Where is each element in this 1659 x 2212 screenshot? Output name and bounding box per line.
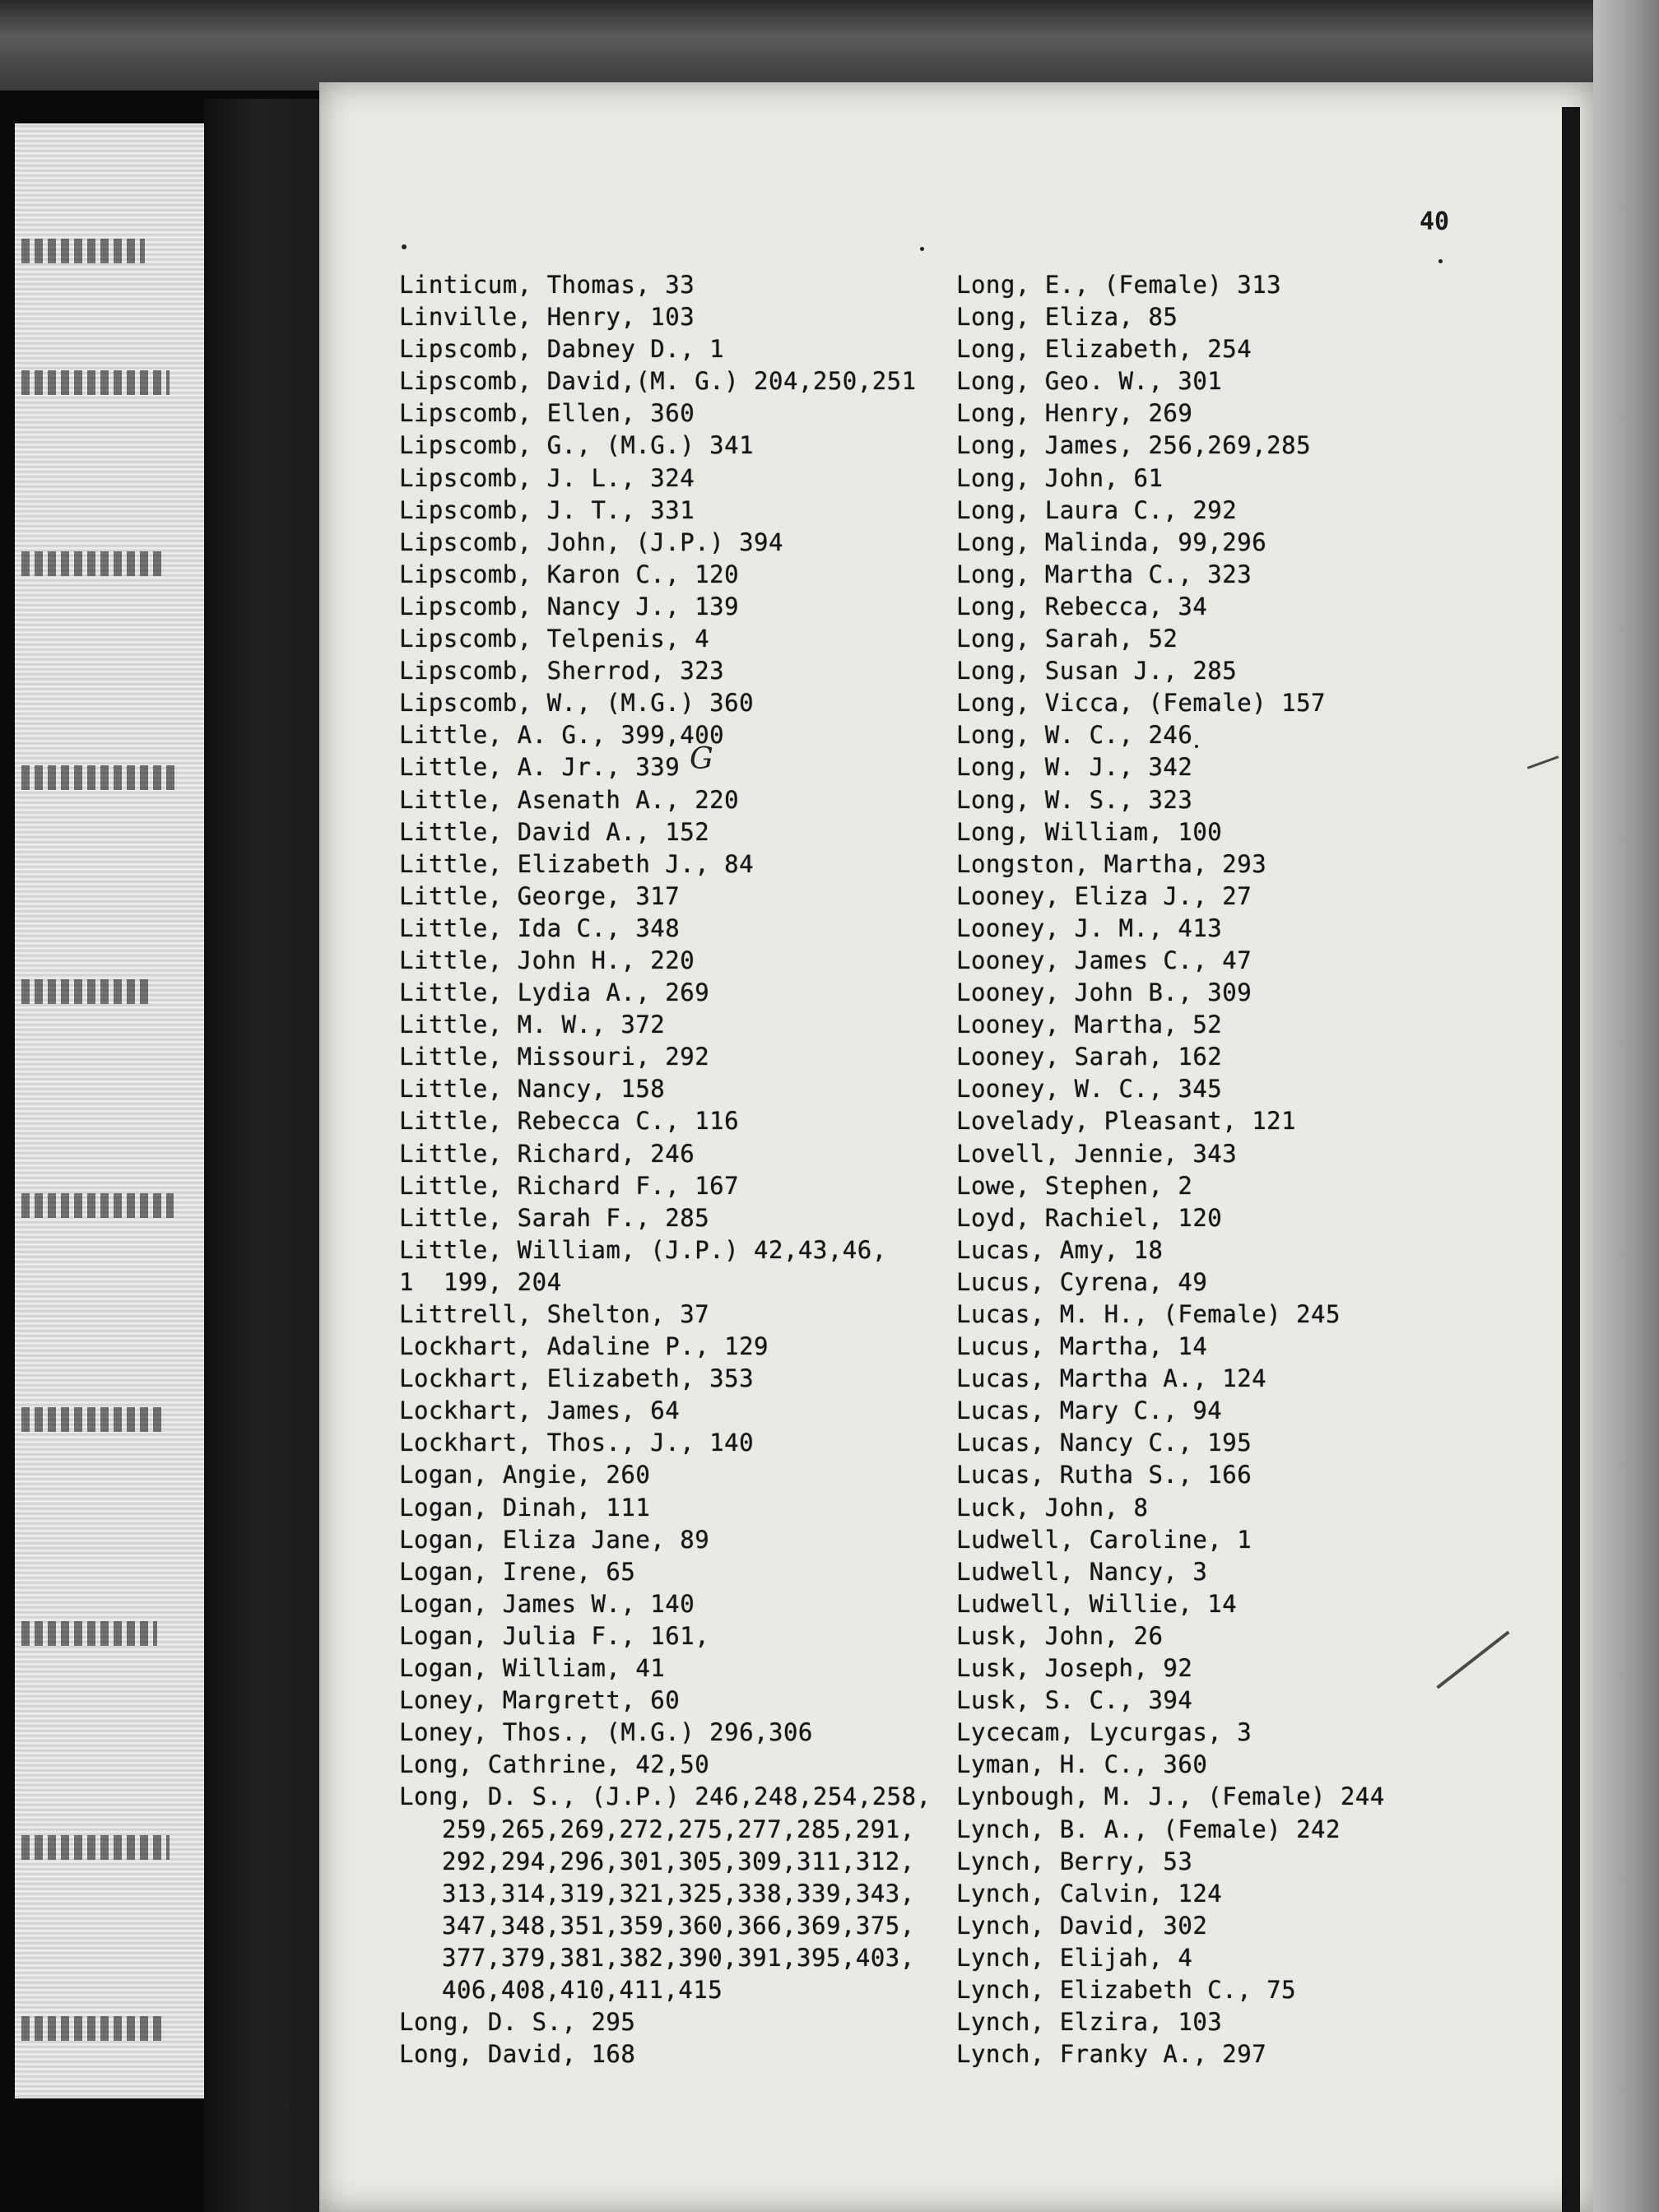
index-entry: Logan, Angie, 260 xyxy=(399,1461,651,1489)
index-entry: Lockhart, Adaline P., 129 xyxy=(399,1332,769,1361)
index-entry: Luck, John, 8 xyxy=(956,1493,1149,1522)
index-entry: Long, Malinda, 99,296 xyxy=(956,527,1267,556)
index-entry: Lipscomb, Sherrod, 323 xyxy=(399,657,725,685)
index-entry: Lynch, Calvin, 124 xyxy=(956,1879,1223,1908)
index-entry: Lockhart, James, 64 xyxy=(399,1396,681,1425)
index-entry: Long, Vicca, (Female) 157 xyxy=(956,689,1326,718)
index-entry: Logan, William, 41 xyxy=(399,1654,666,1683)
index-entry: Logan, Dinah, 111 xyxy=(399,1493,651,1522)
index-entry: Looney, Martha, 52 xyxy=(956,1011,1223,1039)
index-entry: Lucas, Amy, 18 xyxy=(956,1235,1164,1264)
index-entry: Lipscomb, Karon C., 120 xyxy=(399,560,740,588)
index-entry: Lucus, Cyrena, 49 xyxy=(956,1267,1208,1296)
index-entry: Lynch, Franky A., 297 xyxy=(956,2040,1267,2069)
index-entry: Long, Cathrine, 42,50 xyxy=(399,1750,710,1779)
index-entry: Little, David A., 152 xyxy=(399,817,710,846)
index-entry: Ludwell, Caroline, 1 xyxy=(956,1525,1252,1554)
index-entry: Lusk, John, 26 xyxy=(956,1621,1164,1650)
index-entry: Long, Geo. W., 301 xyxy=(956,367,1223,396)
scan-top-border xyxy=(0,0,1659,91)
index-entry: Long, Elizabeth, 254 xyxy=(956,335,1252,364)
scan-right-border xyxy=(1593,0,1659,2212)
index-entry: Long, Henry, 269 xyxy=(956,399,1193,428)
index-entry: Lowe, Stephen, 2 xyxy=(956,1171,1193,1200)
index-entry: Linville, Henry, 103 xyxy=(399,303,695,332)
index-entry: Little, George, 317 xyxy=(399,881,681,910)
index-entry: Long, W. S., 323 xyxy=(956,785,1193,814)
index-entry: Littrell, Shelton, 37 xyxy=(399,1300,710,1328)
index-entry: 406,408,410,411,415 xyxy=(442,1975,723,2004)
index-entry: Long, D. S., (J.P.) 246,248,254,258, xyxy=(399,1782,932,1811)
index-entry: 377,379,381,382,390,391,395,403, xyxy=(442,1943,915,1972)
index-entry: Longston, Martha, 293 xyxy=(956,849,1267,878)
index-entry: Long, W. C., 246 xyxy=(956,721,1193,750)
index-entry: Lynch, Berry, 53 xyxy=(956,1847,1193,1875)
index-entry: Ludwell, Nancy, 3 xyxy=(956,1557,1208,1586)
ink-speck xyxy=(402,244,407,249)
index-entry: Little, Ida C., 348 xyxy=(399,913,681,942)
previous-page-edge xyxy=(15,123,204,2098)
index-entry: Lynch, Elijah, 4 xyxy=(956,1943,1193,1972)
index-entry: Loyd, Rachiel, 120 xyxy=(956,1203,1223,1232)
index-entry: Long, Eliza, 85 xyxy=(956,303,1178,332)
index-entry: Little, Asenath A., 220 xyxy=(399,785,740,814)
handwritten-annotation: G xyxy=(690,742,713,776)
index-entry: Lynch, B. A., (Female) 242 xyxy=(956,1815,1341,1843)
ink-speck xyxy=(1438,259,1443,263)
index-entry: Linticum, Thomas, 33 xyxy=(399,271,695,299)
index-entry: Lipscomb, Dabney D., 1 xyxy=(399,335,725,364)
index-entry: 292,294,296,301,305,309,311,312, xyxy=(442,1847,915,1875)
index-entry: Long, Laura C., 292 xyxy=(956,495,1238,524)
index-entry: Logan, Julia F., 161, xyxy=(399,1621,710,1650)
index-entry: Little, Lydia A., 269 xyxy=(399,978,710,1007)
page-number: 40 xyxy=(1420,207,1450,236)
index-entry: Lyman, H. C., 360 xyxy=(956,1750,1208,1779)
index-entry: Long, W. J., 342 xyxy=(956,753,1193,782)
index-entry: Lynch, Elzira, 103 xyxy=(956,2008,1223,2037)
index-entry: Little, William, (J.P.) 42,43,46, xyxy=(399,1235,887,1264)
index-entry: Little, A. G., 399,400 xyxy=(399,721,725,750)
index-entry: Lipscomb, John, (J.P.) 394 xyxy=(399,527,783,556)
index-entry: Lockhart, Thos., J., 140 xyxy=(399,1429,755,1457)
index-entry: Looney, John B., 309 xyxy=(956,978,1252,1007)
index-entry: Long, Sarah, 52 xyxy=(956,625,1178,653)
index-entry: Lipscomb, J. L., 324 xyxy=(399,463,695,492)
index-entry: Lucus, Martha, 14 xyxy=(956,1332,1208,1361)
index-entry: Lynch, David, 302 xyxy=(956,1911,1208,1940)
index-entry: Long, E., (Female) 313 xyxy=(956,271,1282,299)
index-entry: Lycecam, Lycurgas, 3 xyxy=(956,1718,1252,1747)
index-entry: Little, Richard F., 167 xyxy=(399,1171,740,1200)
index-entry: Little, Sarah F., 285 xyxy=(399,1203,710,1232)
right-index-column xyxy=(956,269,1385,2070)
index-entry: Lovell, Jennie, 343 xyxy=(956,1139,1238,1168)
index-entry: Lucas, Rutha S., 166 xyxy=(956,1461,1252,1489)
index-entry: Long, Rebecca, 34 xyxy=(956,592,1208,620)
index-entry: Logan, James W., 140 xyxy=(399,1589,695,1618)
index-entry: Little, Richard, 246 xyxy=(399,1139,695,1168)
index-entry: Lipscomb, G., (M.G.) 341 xyxy=(399,431,755,460)
index-entry: 313,314,319,321,325,338,339,343, xyxy=(442,1879,915,1908)
index-entry: Lipscomb, Nancy J., 139 xyxy=(399,592,740,620)
index-entry: Loney, Thos., (M.G.) 296,306 xyxy=(399,1718,813,1747)
index-entry: Lovelady, Pleasant, 121 xyxy=(956,1107,1297,1136)
index-entry: Logan, Eliza Jane, 89 xyxy=(399,1525,710,1554)
page-right-edge xyxy=(1562,107,1580,2212)
index-entry: Lipscomb, J. T., 331 xyxy=(399,495,695,524)
index-entry: Lipscomb, W., (M.G.) 360 xyxy=(399,689,755,718)
ink-speck xyxy=(1195,745,1198,748)
index-entry: Lipscomb, David,(M. G.) 204,250,251 xyxy=(399,367,917,396)
index-entry: Long, John, 61 xyxy=(956,463,1164,492)
index-entry: Lynch, Elizabeth C., 75 xyxy=(956,1975,1297,2004)
index-entry: Looney, Sarah, 162 xyxy=(956,1043,1223,1071)
index-entry: Lipscomb, Telpenis, 4 xyxy=(399,625,710,653)
index-entry: Little, A. Jr., 339 xyxy=(399,753,681,782)
index-entry: Looney, J. M., 413 xyxy=(956,913,1223,942)
index-entry: Long, David, 168 xyxy=(399,2040,636,2069)
index-entry: Little, Elizabeth J., 84 xyxy=(399,849,755,878)
index-entry: Logan, Irene, 65 xyxy=(399,1557,636,1586)
index-entry: Lusk, S. C., 394 xyxy=(956,1686,1193,1715)
index-entry: Ludwell, Willie, 14 xyxy=(956,1589,1238,1618)
index-entry: Lusk, Joseph, 92 xyxy=(956,1654,1193,1683)
index-entry: Long, James, 256,269,285 xyxy=(956,431,1312,460)
book-gutter xyxy=(204,99,319,2212)
index-entry: Little, Rebecca C., 116 xyxy=(399,1107,740,1136)
ink-speck xyxy=(920,247,924,251)
index-entry: Long, Martha C., 323 xyxy=(956,560,1252,588)
index-entry: Lucas, Mary C., 94 xyxy=(956,1396,1223,1425)
index-entry: Looney, W. C., 345 xyxy=(956,1075,1223,1104)
index-entry: Loney, Margrett, 60 xyxy=(399,1686,681,1715)
index-entry: Little, Nancy, 158 xyxy=(399,1075,666,1104)
index-entry: Lucas, Martha A., 124 xyxy=(956,1364,1267,1393)
index-entry: Little, Missouri, 292 xyxy=(399,1043,710,1071)
index-entry: 1 199, 204 xyxy=(399,1267,562,1296)
index-entry: 347,348,351,359,360,366,369,375, xyxy=(442,1911,915,1940)
index-entry: Long, D. S., 295 xyxy=(399,2008,636,2037)
left-index-column xyxy=(399,269,932,2070)
ink-speck xyxy=(284,2103,289,2107)
index-entry: Looney, James C., 47 xyxy=(956,946,1252,974)
index-entry: Lockhart, Elizabeth, 353 xyxy=(399,1364,755,1393)
index-entry: Lipscomb, Ellen, 360 xyxy=(399,399,695,428)
index-entry: Little, M. W., 372 xyxy=(399,1011,666,1039)
index-entry: Lucas, Nancy C., 195 xyxy=(956,1429,1252,1457)
index-entry: Lynbough, M. J., (Female) 244 xyxy=(956,1782,1385,1811)
index-entry: 259,265,269,272,275,277,285,291, xyxy=(442,1815,915,1843)
index-entry: Looney, Eliza J., 27 xyxy=(956,881,1252,910)
index-entry: Long, Susan J., 285 xyxy=(956,657,1238,685)
index-entry: Long, William, 100 xyxy=(956,817,1223,846)
index-entry: Little, John H., 220 xyxy=(399,946,695,974)
index-entry: Lucas, M. H., (Female) 245 xyxy=(956,1300,1341,1328)
